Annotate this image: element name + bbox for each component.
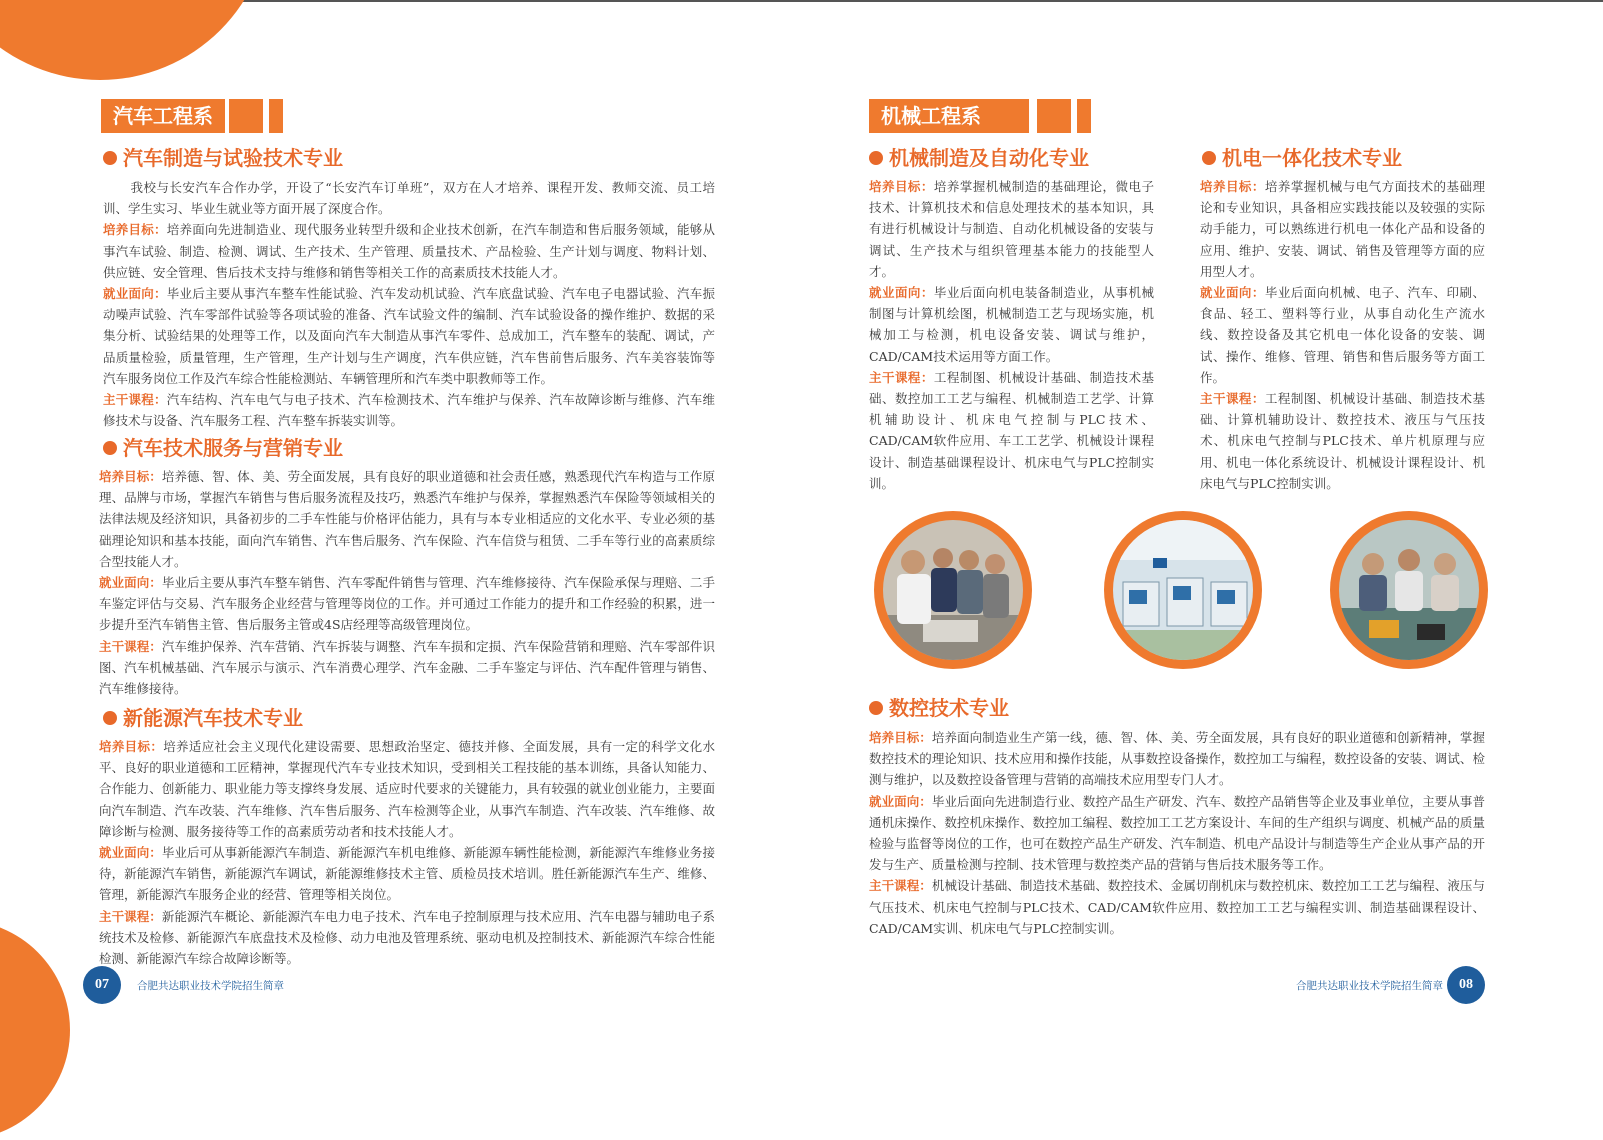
course-text: 汽车维护保养、汽车营销、汽车拆装与调整、汽车车损和定损、汽车保险营销和理赔、汽车零部件识图、汽车机械基础、汽车展示与演示、汽车消费心理学、汽车金融、二手车鉴定与评估、汽车配件管理与销售、汽车维修接待。 [99, 638, 715, 697]
page-footer-right: 合肥共达职业技术学院招生简章 [1296, 980, 1443, 992]
major-desc-mechatronics [1200, 176, 1485, 494]
goal-label: 培养目标： [103, 222, 167, 238]
course-text: 汽车结构、汽车电气与电子技术、汽车检测技术、汽车维护与保养、汽车故障诊断与维修、汽车维修技术与设备、汽车服务工程、汽车整车拆装实训等。 [103, 392, 715, 429]
career-text: 毕业后面向先进制造行业、数控产品生产研发、汽车、数控产品销售等企业及事业单位，主要从事普通机床操作、数控机床操作、数控加工编程、数控加工工艺方案设计、车间的生产组织与调度、机械产品的质量检验与监督等岗位的工作，也可在数控产品生产研发、汽车制造、机电产品设计与制造等生产企业从事产品的开发与生产、质量检测与控制、技术管理与数控类产品的营销与售后技术服务等工作。 [869, 793, 1485, 873]
career-label: 就业面向： [99, 575, 162, 591]
major-title-new-energy-vehicle: 新能源汽车技术专业 [103, 704, 303, 732]
career-label: 就业面向： [869, 793, 932, 809]
course-label: 主干课程： [103, 392, 167, 408]
dept-banner-mechanical [869, 99, 1091, 133]
teaching-demo-photo-art [883, 520, 1023, 660]
corner-decoration-bottom-left [0, 920, 70, 1140]
major-title-mech-manufacturing: 机械制造及自动化专业 [869, 144, 1089, 172]
dept-title: 机械工程系 [869, 99, 1029, 133]
major-desc-auto-service-marketing [99, 466, 715, 699]
bullet-dot [869, 151, 883, 165]
goal-text: 培养适应社会主义现代化建设需要、思想政治坚定、德技并修、全面发展，具有一定的科学文化水平、良好的职业道德和工匠精神，掌握现代汽车专业技术知识，受到相关工程技能的基本训练，具备认知能力、合作能力、创新能力、职业能力等支撑终身发展、适应时代要求的关键能力，具有较强的就业创业能力，主要面向汽车制造、汽车改装、汽车维修、汽车售后服务、汽车检测等企业，从事汽车制造、汽车改装、汽车维修、故障诊断与检测、服务接待等工作的高素质劳动者和技术技能人才。 [99, 739, 715, 839]
course-text: 机械设计基础、制造技术基础、数控技术、金属切削机床与数控机床、数控加工工艺与编程、液压与气压技术、机床电气控制与PLC技术、CAD/CAM软件应用、数控加工工艺与编程实训、制造基础课程设计、CAD/CAM实训、机床电气与PLC控制实训。 [869, 878, 1485, 936]
bullet-dot [103, 441, 117, 455]
bullet-dot [869, 701, 883, 715]
career-text: 毕业后主要从事汽车整车销售、汽车零配件销售与管理、汽车维修接待、汽车保险承保与理赔、二手车鉴定评估与交易、汽车服务企业经营与管理等岗位的工作。并可通过工作能力的提升和工作经验的积累，进一步提升至汽车销售主管、售后服务主管或4S店经理等高级管理岗位。 [99, 575, 715, 633]
major-desc-new-energy-vehicle [99, 736, 715, 969]
major-title-auto-manufacturing: 汽车制造与试验技术专业 [103, 144, 343, 172]
course-label: 主干课程： [869, 878, 932, 894]
goal-label: 培养目标： [869, 730, 932, 745]
course-text: 工程制图、机械设计基础、制造技术基础、计算机辅助设计、数控技术、液压与气压技术、机床电气控制与PLC技术、单片机原理与应用、机电一体化系统设计、机械设计课程设计、机床电气与PLC控制实训。 [1200, 391, 1485, 491]
banner-block [269, 99, 283, 133]
page-footer-left: 合肥共达职业技术学院招生简章 [137, 980, 284, 992]
goal-text: 培养掌握机械制造的基础理论，微电子技术、计算机技术和信息处理技术的基本知识，具有进行机械设计与制造、自动化机械设备的安装与调试、生产技术与组织管理基本能力的技能型人才。 [869, 179, 1154, 279]
career-text: 毕业后面向机械、电子、汽车、印刷、食品、轻工、塑料等行业，从事自动化生产流水线、数控设备及其它机电一体化设备的安装、调试、操作、维修、管理、销售和售后服务等方面工作。 [1200, 285, 1485, 385]
career-label: 就业面向： [1200, 285, 1265, 301]
career-label: 就业面向： [103, 286, 167, 302]
intro-text: 我校与长安汽车合作办学，开设了“长安汽车订单班”，双方在人才培养、课程开发、教师交流、员工培训、学生实习、毕业生就业等方面开展了深度合作。 [103, 180, 715, 217]
major-title-cnc: 数控技术专业 [869, 694, 1009, 722]
electronics-lab-photo [1330, 511, 1488, 669]
course-text: 工程制图、机械设计基础、制造技术基础、数控加工工艺与编程、机械制造工艺学、计算机辅助设计、机床电气控制与PLC技术、CAD/CAM软件应用、车工工艺学、机械设计课程设计、制造基础课程设计、机床电气与PLC控制实训。 [869, 369, 1154, 491]
course-label: 主干课程： [99, 638, 162, 654]
cnc-workshop-photo-art [1113, 520, 1253, 660]
career-text: 毕业后面向机电装备制造业，从事机械制图与计算机绘图，机械制造工艺与现场实施，机械加工与检测，机电设备安装、调试与维护，CAD/CAM技术运用等方面工作。 [869, 285, 1154, 364]
teaching-demo-photo [874, 511, 1032, 669]
cnc-workshop-photo [1104, 511, 1262, 669]
corner-decoration-top-left [0, 0, 270, 80]
page-number-right: 08 [1447, 966, 1485, 1004]
course-label: 主干课程： [869, 369, 934, 385]
banner-block [229, 99, 263, 133]
goal-text: 培养德、智、体、美、劳全面发展，具有良好的职业道德和社会责任感，熟悉现代汽车构造与工作原理、品牌与市场，掌握汽车销售与售后服务流程及技巧，熟悉汽车维护与保养，掌握熟悉汽车保险等领域相关的法律法规及经济知识，具备初步的二手车性能与价格评估能力，具有与本专业相适应的文化水平、专业必须的基础理论知识和基本技能，面向汽车销售、汽车售后服务、汽车保险、汽车信贷与租赁、二手车等行业的高素质综合型技能人才。 [99, 469, 715, 569]
course-text: 新能源汽车概论、新能源汽车电力电子技术、汽车电子控制原理与技术应用、汽车电器与辅助电子系统技术及检修、新能源汽车底盘技术及检修、动力电池及管理系统、驱动电机及控制技术、新能源汽车综合性能检测、新能源汽车综合故障诊断等。 [99, 908, 715, 967]
dept-title: 汽车工程系 [101, 99, 225, 133]
goal-text: 培养面向先进制造业、现代服务业转型升级和企业技术创新，在汽车制造和售后服务领域，能够从事汽车试验、制造、检测、调试、生产技术、生产管理、质量技术、产品检验、生产计划与调度、物料计划、供应链、安全管理、售后技术支持与维修和销售等相关工作的高素质技术技能人才。 [103, 222, 715, 280]
career-label: 就业面向： [99, 845, 162, 861]
banner-block [1037, 99, 1071, 133]
bullet-dot [103, 711, 117, 725]
electronics-lab-photo-art [1339, 520, 1479, 660]
goal-label: 培养目标： [99, 469, 162, 484]
major-title-mechatronics: 机电一体化技术专业 [1202, 144, 1402, 172]
goal-label: 培养目标： [99, 739, 164, 754]
bullet-dot [103, 151, 117, 165]
major-title-auto-service-marketing: 汽车技术服务与营销专业 [103, 434, 343, 462]
goal-text: 培养掌握机械与电气方面技术的基础理论和专业知识，具备相应实践技能以及较强的实际动手能力，可以熟练进行机电一体化产品和设备的应用、维护、安装、调试、销售及管理等方面的应用型人才。 [1200, 179, 1485, 279]
major-desc-auto-manufacturing [103, 177, 715, 431]
goal-label: 培养目标： [869, 179, 934, 194]
career-text: 毕业后主要从事汽车整车性能试验、汽车发动机试验、汽车底盘试验、汽车电子电器试验、汽车振动噪声试验、汽车零部件试验等各项试验的准备、汽车试验文件的编制、汽车试验设备的操作维护、数据的采集分析、试验结果的处理等工作，以及面向汽车大制造从事汽车零件、总成加工，汽车整车的装配、调试，产品质量检验，质量管理，生产管理，生产计划与生产调度，汽车供应链，汽车售前售后服务、汽车美容装饰等汽车服务岗位工作及汽车综合性能检测站、车辆管理所和汽车类中职教师等工作。 [103, 286, 715, 386]
goal-text: 培养面向制造业生产第一线，德、智、体、美、劳全面发展，具有良好的职业道德和创新精神，掌握数控技术的理论知识、技术应用和操作技能，从事数控设备操作，数控加工与编程，数控设备的安装、调试、检测与维护，以及数控设备管理与营销的高端技术应用型专门人才。 [869, 730, 1485, 788]
bullet-dot [1202, 151, 1216, 165]
course-label: 主干课程： [99, 908, 162, 924]
banner-block [1077, 99, 1091, 133]
major-desc-cnc [869, 727, 1485, 939]
dept-banner-automotive [101, 99, 281, 133]
career-label: 就业面向： [869, 285, 934, 301]
major-desc-mech-manufacturing [869, 176, 1154, 494]
goal-label: 培养目标： [1200, 179, 1265, 194]
career-text: 毕业后可从事新能源汽车制造、新能源汽车机电维修、新能源车辆性能检测，新能源汽车维修业务接待，新能源汽车销售，新能源汽车调试，新能源维修技术主管、质检员技术培训。胜任新能源汽车生产、维修、管理，新能源汽车服务企业的经营、管理等相关岗位。 [99, 845, 715, 903]
course-label: 主干课程： [1200, 391, 1265, 407]
page-number-left: 07 [83, 966, 121, 1004]
